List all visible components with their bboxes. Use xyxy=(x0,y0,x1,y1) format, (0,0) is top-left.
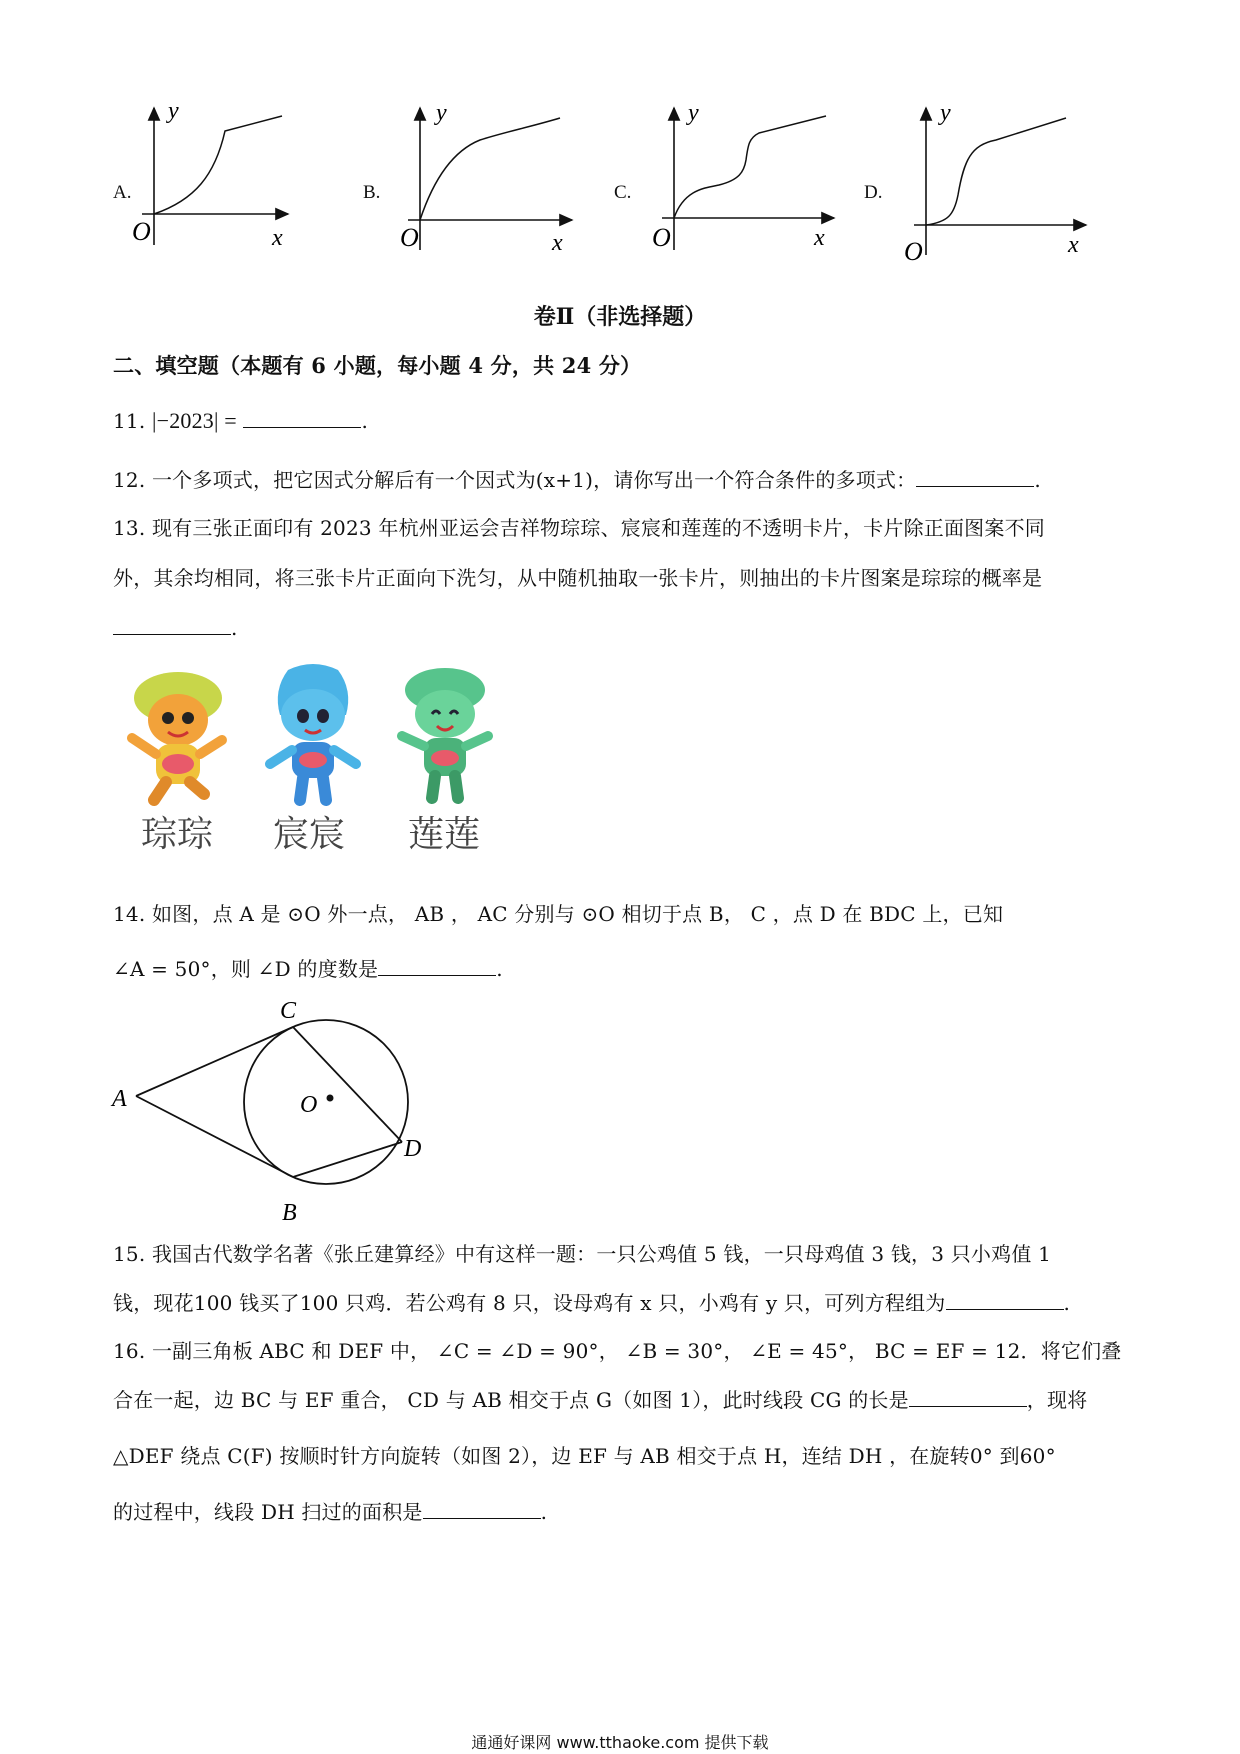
option-c-label: C. xyxy=(614,182,632,203)
point-c-label: C xyxy=(280,998,297,1024)
q15-line2-text: 钱，现花100 钱买了100 只鸡．若公鸡有 8 只，设母鸡有 x 只，小鸡有 y 只，可列方程组为 xyxy=(113,1291,946,1315)
q15-line2 xyxy=(113,1287,1070,1316)
question-12 xyxy=(113,464,1041,493)
mascot-congcong-label: 琮琮 xyxy=(141,814,214,855)
q15-line1: 15. 我国古代数学名著《张丘建算经》中有这样一题：一只公鸡值 5 钱，一只母鸡值 3 钱，3 只小鸡值 1 xyxy=(113,1242,1052,1266)
q14-line1: 14. 如图，点 A 是 ⊙O 外一点， AB ， AC 分别与 ⊙O 相切于点 B， C ，点 D 在 BDC 上，已知 xyxy=(113,902,1004,926)
point-o-label: O xyxy=(300,1092,318,1118)
mascot-chenchen-label: 宸宸 xyxy=(273,814,346,855)
q13-period: . xyxy=(231,616,238,640)
q14-figure xyxy=(108,990,438,1226)
q14-line2-text: ∠A = 50°，则 ∠D 的度数是 xyxy=(113,957,379,981)
q16-blank-2[interactable] xyxy=(423,1496,541,1519)
origin-label: O xyxy=(904,237,923,266)
y-axis-label: y xyxy=(168,98,179,124)
q13-line2: 外，其余均相同，将三张卡片正面向下洗匀，从中随机抽取一张卡片，则抽出的卡片图案是琮琮的概率是 xyxy=(113,566,1043,590)
q16-period: . xyxy=(540,1500,548,1524)
y-axis-label: y xyxy=(436,100,447,126)
mascot-congcong-image xyxy=(118,668,238,808)
mascot-lianlian-image xyxy=(390,662,500,808)
point-b-label: B xyxy=(282,1200,297,1226)
q12-answer-blank[interactable] xyxy=(916,464,1034,487)
option-d-label: D. xyxy=(864,182,883,203)
chord-cd xyxy=(293,1027,402,1142)
circle-o xyxy=(244,1020,408,1184)
origin-label: O xyxy=(400,223,419,252)
q16-line2 xyxy=(113,1384,1087,1413)
origin-label: O xyxy=(652,223,671,252)
q12-period: . xyxy=(1034,468,1041,492)
center-point xyxy=(327,1095,334,1102)
option-a-label: A. xyxy=(113,182,132,203)
y-axis-label: y xyxy=(688,100,699,126)
option-c-graph xyxy=(654,100,854,260)
option-a-graph xyxy=(132,98,320,260)
origin-label: O xyxy=(132,217,151,246)
q11-number: 11. xyxy=(113,409,146,433)
q16-line4 xyxy=(113,1496,547,1525)
q13-answer-blank[interactable] xyxy=(113,612,231,635)
q13-line3 xyxy=(113,612,238,640)
x-axis-label: x xyxy=(552,230,563,256)
q11-period: . xyxy=(361,409,369,433)
tangent-ab xyxy=(136,1096,293,1177)
q16-line2-text: 合在一起，边 BC 与 EF 重合， CD 与 AB 相交于点 G（如图 1），此时线段 CG 的长是 xyxy=(113,1388,909,1412)
q15-period: . xyxy=(1063,1291,1071,1315)
mascot-lianlian-label: 莲莲 xyxy=(408,814,481,855)
x-axis-label: x xyxy=(272,225,283,251)
q11-expression: |−2023| = xyxy=(151,408,237,433)
point-d-label: D xyxy=(404,1136,422,1162)
section2-title: 二、填空题（本题有 6 小题，每小题 4 分，共 24 分） xyxy=(113,353,642,378)
question-11 xyxy=(113,405,368,434)
q16-line4-text: 的过程中，线段 DH 扫过的面积是 xyxy=(113,1500,423,1524)
q16-blank-1[interactable] xyxy=(909,1384,1027,1407)
x-axis-label: x xyxy=(1068,232,1079,258)
part2-title: 卷Ⅱ（非选择题） xyxy=(533,304,707,330)
x-axis-label: x xyxy=(814,225,825,251)
tangent-ac xyxy=(136,1027,293,1096)
q16-line2-end: ，现将 xyxy=(1026,1388,1088,1412)
option-b-graph xyxy=(400,100,580,260)
q15-answer-blank[interactable] xyxy=(946,1287,1064,1310)
q16-line1: 16. 一副三角板 ABC 和 DEF 中， ∠C = ∠D = 90°， ∠B = 30°， ∠E = 45°， BC = EF = 12．将它们叠 xyxy=(113,1339,1122,1363)
point-a-label: A xyxy=(112,1086,127,1112)
page-footer: 通通好课网 www.tthaoke.com 提供下载 xyxy=(471,1733,769,1752)
q14-line2 xyxy=(113,953,503,982)
q13-line1: 13. 现有三张正面印有 2023 年杭州亚运会吉祥物琮琮、宸宸和莲莲的不透明卡片，卡片除正面图案不同 xyxy=(113,516,1045,540)
q16-line3: △DEF 绕点 C(F) 按顺时针方向旋转（如图 2），边 EF 与 AB 相交于点 H，连结 DH ，在旋转0° 到60° xyxy=(113,1444,1056,1468)
y-axis-label: y xyxy=(940,100,951,126)
q14-period: . xyxy=(496,957,503,981)
option-d-graph xyxy=(906,100,1106,270)
q12-text: 12. 一个多项式，把它因式分解后有一个因式为(x+1)，请你写出一个符合条件的多项式： xyxy=(113,468,917,492)
q14-answer-blank[interactable] xyxy=(378,953,496,976)
mascot-chenchen-image xyxy=(258,660,368,808)
q11-answer-blank[interactable] xyxy=(243,405,361,428)
option-b-label: B. xyxy=(363,182,381,203)
